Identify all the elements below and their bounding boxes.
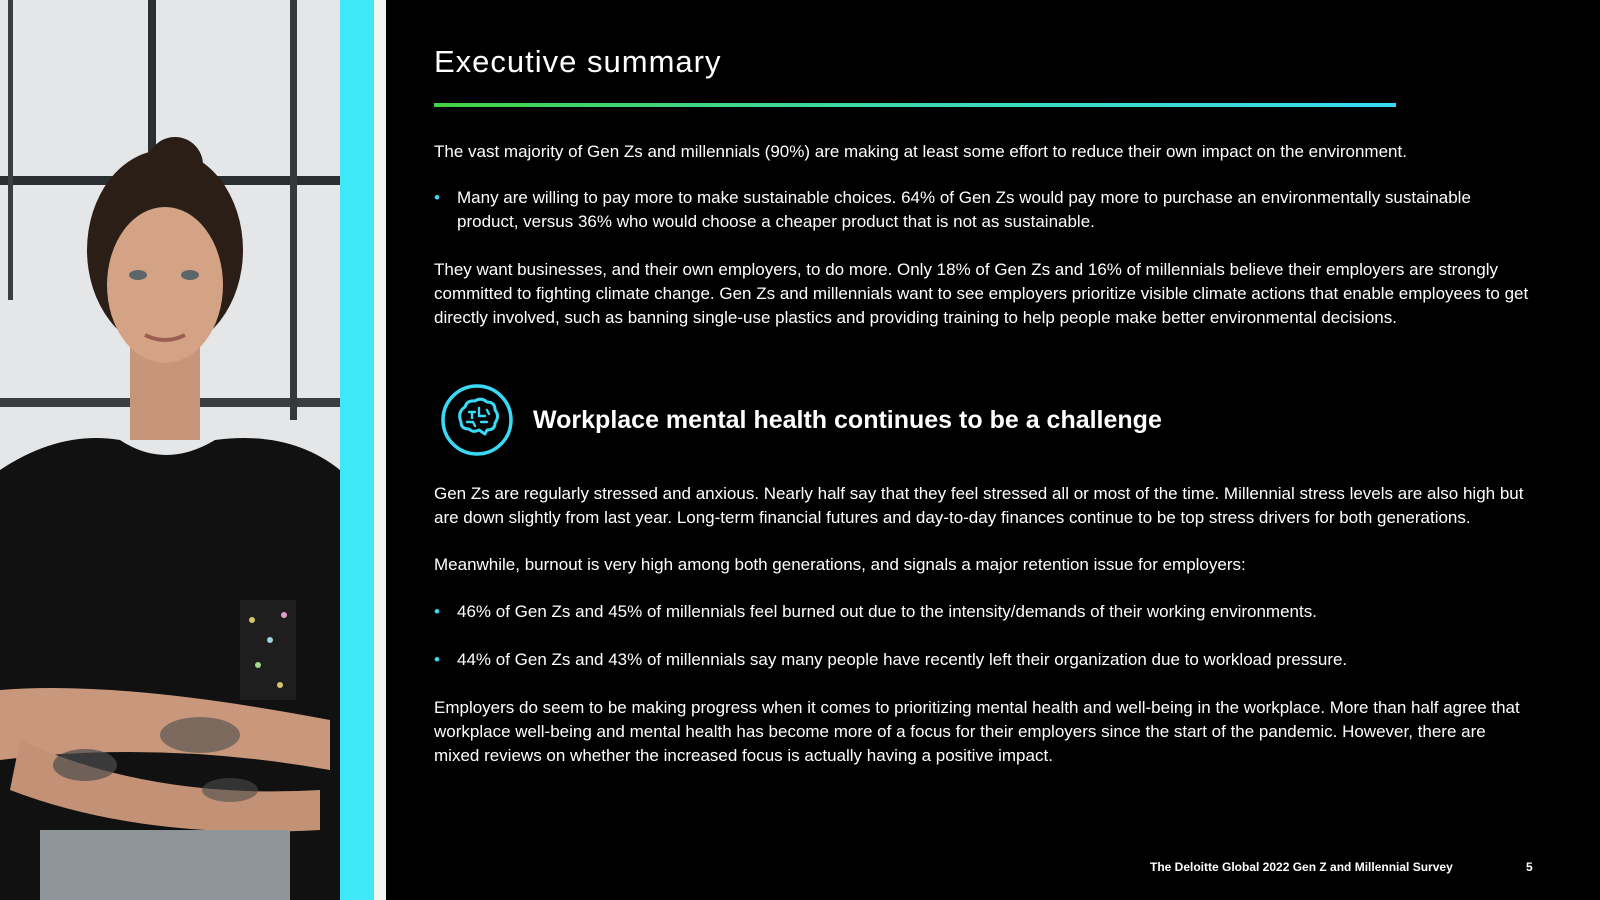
section-header [434,382,1530,458]
main-content [434,140,1530,768]
intro-paragraph: The vast majority of Gen Zs and millennials (90%) are making at least some effort to reduce their own impact on the environment. [434,142,1407,161]
footer-source: The Deloitte Global 2022 Gen Z and Millennial Survey [1150,860,1453,874]
bullet-item: • 46% of Gen Zs and 45% of millennials feel burned out due to the intensity/demands of their working environments. [434,600,1530,624]
burnout-paragraph: Meanwhile, burnout is very high among both generations, and signals a major retention issue for employers: [434,555,1246,574]
divider-strip [374,0,386,900]
bullet-item: • 44% of Gen Zs and 43% of millennials say many people have recently left their organization due to workload pressure. [434,648,1530,672]
page-title: Executive summary [434,44,722,79]
employers-paragraph: They want businesses, and their own employers, to do more. Only 18% of Gen Zs and 16% of millennials believe their employers are strongly committed to fighting climate change. Gen Zs and millennials want to see employers prioritize visible climate actions that enable employees to get directly involved, such as banning single-use plastics and providing training to help people make better environmental decisions. [434,260,1529,327]
page-number: 5 [1526,860,1533,874]
person-photo [0,0,340,900]
progress-paragraph: Employers do seem to be making progress when it comes to prioritizing mental health and well-being in the workplace. More than half agree that workplace well-being and mental health has become more of a focus for their employers since the start of the pandemic. However, there are mixed reviews on whether the increased focus is actually having a positive impact. [434,698,1520,765]
bullet-item: • Many are willing to pay more to make sustainable choices. 64% of Gen Zs would pay more to purchase an environmentally sustainable product, versus 36% who would choose a cheaper product that is not as sustainable. [434,186,1530,234]
section-title: Workplace mental health continues to be a challenge [533,406,1162,434]
stress-paragraph: Gen Zs are regularly stressed and anxious. Nearly half say that they feel stressed all or most of the time. Millennial stress levels are also high but are down slightly from last year. Long-term financial futures and day-to-day finances continue to be top stress drivers for both generations. [434,484,1524,527]
brain-icon [439,382,515,458]
cyan-accent-bar [340,0,374,900]
title-underline [434,103,1396,107]
